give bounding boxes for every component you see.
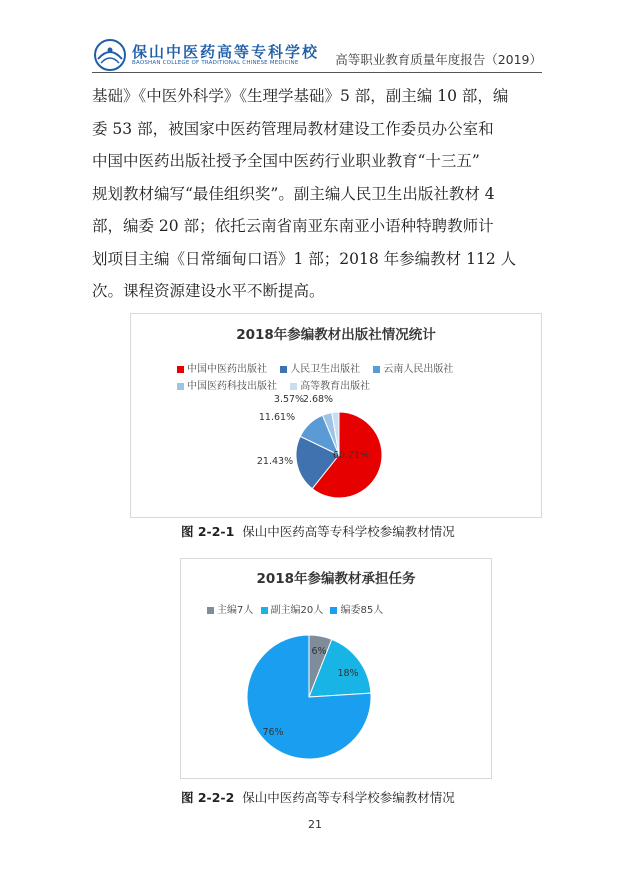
- publisher-pie-svg: [131, 314, 541, 517]
- legend-label: 高等教育出版社: [300, 381, 371, 392]
- legend-label: 中国医药科技出版社: [187, 381, 277, 392]
- legend-label: 云南人民出版社: [383, 364, 454, 375]
- legend-label: 中国中医药出版社: [187, 364, 267, 375]
- page-header: [92, 38, 542, 74]
- chart-title: 2018年参编教材承担任务: [256, 571, 416, 587]
- legend-label: 编委85人: [340, 605, 384, 616]
- school-name: 保山中医药高等专科学校: [132, 43, 320, 61]
- body-line: 基础》《中医外科学》《生理学基础》5 部，副主编 10 部，编: [92, 87, 509, 105]
- body-line: 划项目主编《日常缅甸口语》1 部；2018 年参编教材 112 人: [92, 249, 517, 268]
- chart-title: 2018年参编教材出版社情况统计: [236, 327, 436, 343]
- legend-item: [373, 360, 453, 375]
- figure-number: 图 2-2-1: [181, 524, 235, 539]
- page-number: 21: [308, 818, 322, 831]
- legend-item: [280, 360, 360, 375]
- body-line: 部，编委 20 部；依托云南省南亚东南亚小语种特聘教师计: [92, 217, 494, 235]
- legend-item: [261, 601, 324, 616]
- pie-data-label: 2.68%: [302, 394, 334, 405]
- chart-legend: [177, 377, 380, 392]
- school-name-english: BAOSHAN COLLEGE OF TRADITIONAL CHINESE MEDICINE: [132, 60, 299, 66]
- legend-item: [177, 377, 277, 392]
- pie-data-label: 6%: [311, 646, 327, 657]
- role-pie-svg: [181, 559, 491, 778]
- role-pie-chart: [180, 558, 492, 779]
- legend-swatch: [330, 607, 337, 614]
- pie-data-label: 3.57%: [273, 394, 305, 405]
- legend-swatch: [177, 383, 184, 390]
- figure-caption: [181, 788, 455, 806]
- pie-data-label: 60.71%: [332, 450, 370, 461]
- chart-legend: [177, 360, 463, 375]
- header-divider: [92, 72, 542, 73]
- publisher-pie-chart: [130, 313, 542, 518]
- figure-caption-text: 保山中医药高等专科学校参编教材情况: [242, 524, 455, 539]
- legend-swatch: [373, 366, 380, 373]
- school-logo: [92, 38, 128, 72]
- pie-data-label: 18%: [337, 668, 359, 679]
- legend-swatch: [290, 383, 297, 390]
- legend-label: 人民卫生出版社: [290, 364, 361, 375]
- legend-item: [290, 377, 370, 392]
- figure-number: 图 2-2-2: [181, 790, 235, 805]
- legend-item: [207, 601, 253, 616]
- report-title: 高等职业教育质量年度报告（2019）: [335, 52, 542, 67]
- legend-swatch: [261, 607, 268, 614]
- legend-item: [177, 360, 267, 375]
- chart-legend: [207, 601, 387, 616]
- legend-swatch: [280, 366, 287, 373]
- legend-item: [330, 601, 383, 616]
- legend-label: 主编7人: [217, 605, 254, 616]
- pie-data-label: 76%: [262, 727, 284, 738]
- body-line: 委 53 部，被国家中医药管理局教材建设工作委员办公室和: [92, 119, 494, 138]
- figure-caption-text: 保山中医药高等专科学校参编教材情况: [242, 790, 455, 805]
- legend-swatch: [207, 607, 214, 614]
- body-line: 次。课程资源建设水平不断提高。: [92, 282, 325, 300]
- legend-swatch: [177, 366, 184, 373]
- body-line: 规划教材编写“最佳组织奖”。副主编人民卫生出版社教材 4: [92, 184, 495, 203]
- figure-caption: [181, 522, 455, 540]
- pie-data-label: 11.61%: [258, 412, 296, 423]
- legend-label: 副主编20人: [270, 605, 324, 616]
- body-paragraph: [92, 80, 542, 308]
- pie-data-label: 21.43%: [256, 456, 294, 467]
- body-line: 中国中医药出版社授予全国中医药行业职业教育“十三五”: [92, 152, 480, 170]
